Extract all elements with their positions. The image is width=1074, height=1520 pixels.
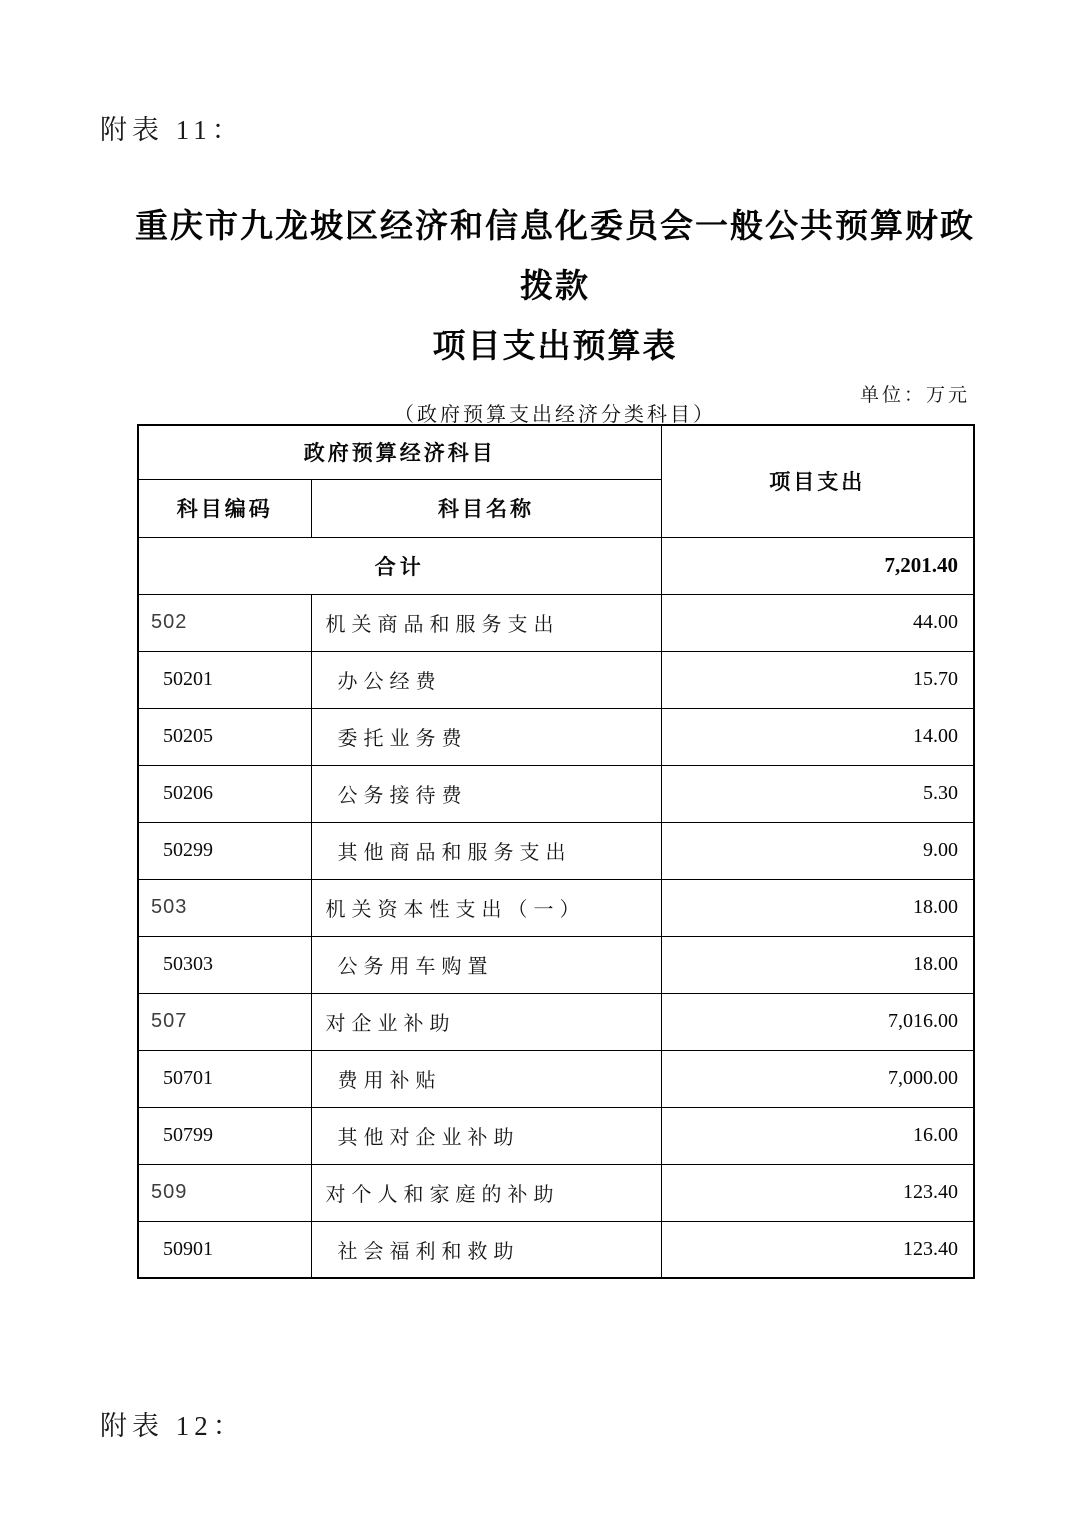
subject-name-cell: 公务用车购置: [311, 936, 661, 993]
unit-label: 单位：万元: [859, 385, 970, 406]
table-row: [138, 1050, 974, 1107]
budget-table: [137, 424, 975, 1279]
table-row: [138, 1221, 974, 1278]
expenditure-value-cell: 7,016.00: [661, 993, 974, 1050]
subject-name-cell: 其他对企业补助: [311, 1107, 661, 1164]
code-header-cell: 科目编码: [138, 479, 311, 537]
total-label-cell: 合计: [138, 537, 661, 594]
subject-code-cell: 50303: [138, 936, 311, 993]
subject-code-cell: 509: [138, 1164, 311, 1221]
total-value-cell: 7,201.40: [661, 537, 974, 594]
table-row: [138, 651, 974, 708]
subject-code-cell: 50205: [138, 708, 311, 765]
subject-code-cell: 502: [138, 594, 311, 651]
page-title-line2: 项目支出预算表: [432, 327, 678, 364]
subject-name-cell: 机关资本性支出（一）: [311, 879, 661, 936]
table-row: [138, 1164, 974, 1221]
subject-name-cell: 费用补贴: [311, 1050, 661, 1107]
expenditure-value-cell: 123.40: [661, 1164, 974, 1221]
subject-code-cell: 50299: [138, 822, 311, 879]
table-row: [138, 537, 974, 594]
page-subtitle: （政府预算支出经济分类科目）: [394, 404, 716, 426]
subject-name-cell: 对企业补助: [311, 993, 661, 1050]
expenditure-value-cell: 18.00: [661, 936, 974, 993]
budget-table-header: [138, 425, 974, 537]
subject-code-cell: 50201: [138, 651, 311, 708]
subject-name-cell: 机关商品和服务支出: [311, 594, 661, 651]
subject-name-cell: 公务接待费: [311, 765, 661, 822]
name-header-cell: 科目名称: [311, 479, 661, 537]
table-row: [138, 822, 974, 879]
budget-table-body: [138, 537, 974, 1278]
expenditure-value-cell: 18.00: [661, 879, 974, 936]
table-row: [138, 993, 974, 1050]
appendix-12-label: 附表 12：: [100, 1411, 245, 1441]
expenditure-header-cell: 项目支出: [661, 425, 974, 537]
expenditure-value-cell: 14.00: [661, 708, 974, 765]
subject-code-cell: 503: [138, 879, 311, 936]
page-title-line1: 重庆市九龙坡区经济和信息化委员会一般公共预算财政拨款: [135, 207, 975, 304]
table-row: [138, 936, 974, 993]
subject-name-cell: 委托业务费: [311, 708, 661, 765]
expenditure-value-cell: 123.40: [661, 1221, 974, 1278]
expenditure-value-cell: 7,000.00: [661, 1050, 974, 1107]
subject-name-cell: 对个人和家庭的补助: [311, 1164, 661, 1221]
expenditure-value-cell: 5.30: [661, 765, 974, 822]
table-row: [138, 1107, 974, 1164]
subject-code-cell: 50701: [138, 1050, 311, 1107]
group-header-cell: 政府预算经济科目: [138, 425, 661, 479]
subject-name-cell: 办公经费: [311, 651, 661, 708]
expenditure-value-cell: 15.70: [661, 651, 974, 708]
subject-name-cell: 其他商品和服务支出: [311, 822, 661, 879]
table-row: [138, 708, 974, 765]
appendix-11-label: 附表 11：: [100, 115, 244, 145]
subject-code-cell: 507: [138, 993, 311, 1050]
subject-code-cell: 50799: [138, 1107, 311, 1164]
table-row: [138, 879, 974, 936]
expenditure-value-cell: 16.00: [661, 1107, 974, 1164]
page-title: [119, 196, 991, 376]
subject-name-cell: 社会福利和救助: [311, 1221, 661, 1278]
table-row: [138, 594, 974, 651]
expenditure-value-cell: 9.00: [661, 822, 974, 879]
subject-code-cell: 50206: [138, 765, 311, 822]
subject-code-cell: 50901: [138, 1221, 311, 1278]
expenditure-value-cell: 44.00: [661, 594, 974, 651]
header-row-group: [138, 425, 974, 479]
table-row: [138, 765, 974, 822]
